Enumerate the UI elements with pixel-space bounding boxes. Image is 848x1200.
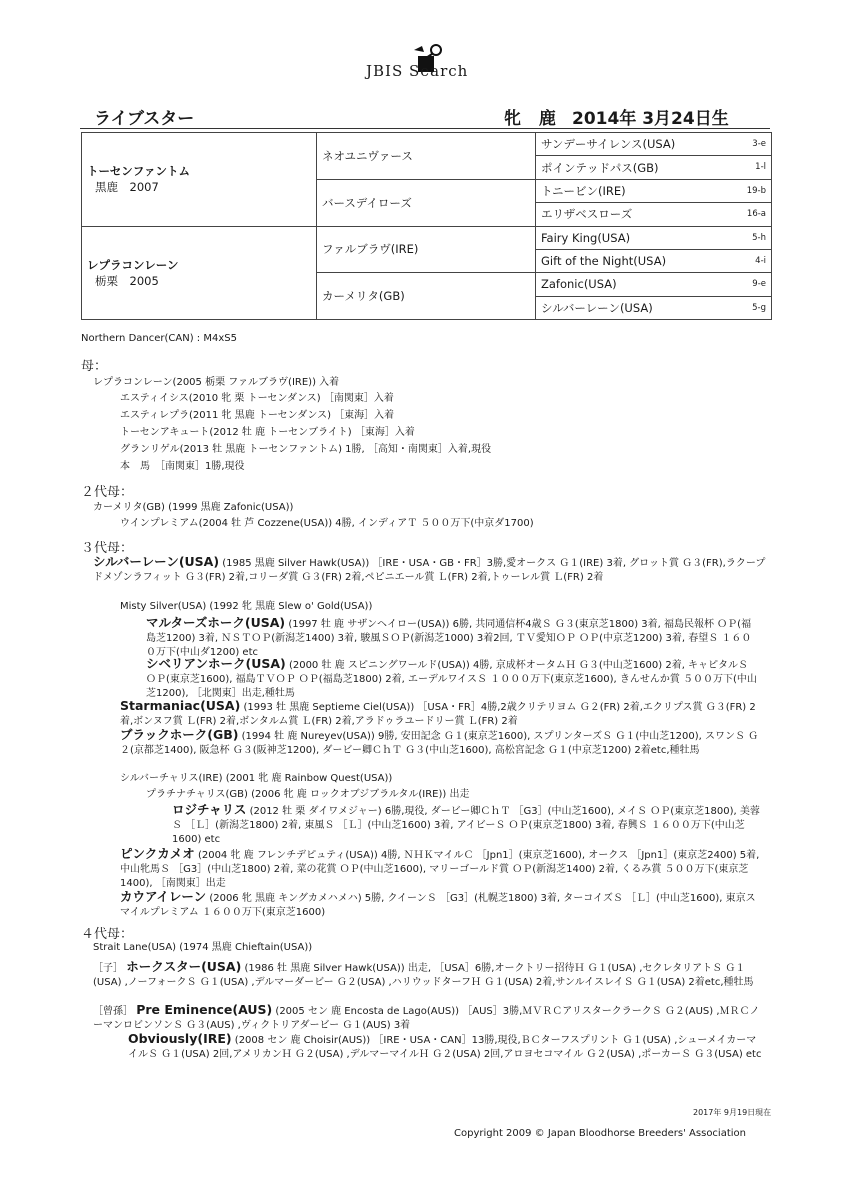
sire-dam-cell [317, 179, 536, 226]
g4-name: Gift of the Night(USA) [541, 254, 667, 269]
gen4-entry [93, 941, 312, 955]
entry-text: (2000 牡 鹿 スピニングワールド(USA)) 4勝, 京成杯オータムＨ Ｇ３(中山芝1600) 2着, キャピタルＳ ＯＰ(東京芝1600), 福島ＴＶＯＰ ＯＰ(福島芝1800) 2着, エーデルワイスＳ １０００万下(東京芝1600), きんせんか賞 ５００万下(中山芝1200), ［北関東］出走,種牡馬 [146, 660, 757, 699]
dam-line: トーセンアキュート(2012 牡 鹿 トーセンブライト) ［東海］入着 [120, 427, 415, 438]
g4-cell [536, 133, 772, 156]
dam-sire-cell [317, 226, 536, 273]
entry-name: Starmaniac(USA) [120, 698, 241, 713]
gen3-entry [120, 847, 760, 891]
entry-name: ホークスター(USA) [126, 959, 242, 974]
entry-text: (1986 牡 黒鹿 Silver Hawk(USA)) 出走, ［USA］6勝,オークトリー招待Ｈ Ｇ１(USA) ,セクレタリアトＳ Ｇ１(USA) ,ノーフォークＳ Ｇ１(USA) ,デルマーダービー Ｇ２(USA) ,ハリウッドターフＨ Ｇ１(USA) 2着,サンルイスレイＳ Ｇ１(USA) 2着etc,種牡馬 [93, 963, 754, 988]
entry-name: ピンクカメオ [120, 846, 195, 861]
footer-date: 2017年 9月19日現在 [693, 1108, 772, 1117]
gen3-entry [146, 788, 469, 802]
entry-text: (2004 牝 鹿 フレンチデピュティ(USA)) 4勝, ＮＨＫマイルＣ ［Jpn1］(東京芝1600), オークス ［Jpn1］(東京芝2400) 5着, 中山牝馬Ｓ ［G3］(中山芝1800) 2着, 菜の花賞 ＯＰ(中山芝1600), マリーゴールド賞 ＯＰ(新潟芝1400) 2着, くるみ賞 ５００万下(東京芝1400), ［南関東］出走 [120, 850, 760, 889]
family-number: 4-i [755, 255, 766, 266]
entry-name: カウアイレーン [120, 889, 207, 904]
entry-name: シベリアンホーク(USA) [146, 656, 286, 671]
g4-name: Zafonic(USA) [541, 277, 617, 292]
dam-line: レプラコンレーン(2005 栃栗 ファルブラヴ(IRE)) 入着 [93, 377, 340, 388]
gen3-entry [120, 890, 760, 920]
g4-cell [536, 179, 772, 202]
dam-name: レプラコンレーン [87, 257, 179, 272]
family-number: 5-h [752, 232, 766, 243]
entry-text: Misty Silver(USA) (1992 牝 黒鹿 Slew o' Gold(USA)) [120, 601, 373, 612]
dam-line: 本 馬 ［南関東］1勝,現役 [120, 461, 245, 472]
g4-name: トニービン(IRE) [541, 183, 626, 198]
dam-sire-name: ファルブラヴ(IRE) [322, 242, 419, 257]
entry-text: (2012 牡 栗 ダイワメジャー) 6勝,現役, ダービー卿ＣｈＴ ［G3］(中山芝1600), メイＳ ＯＰ(東京芝1800), 美蓉Ｓ ［Ｌ］(新潟芝1800) 2着, 東風Ｓ ［Ｌ］(中山芝1600) 3着, アイビーＳ ＯＰ(東京芝1800) 3着, 春興Ｓ １６００万下(中山芝1600) etc [172, 806, 760, 845]
gen3-entry [120, 728, 760, 758]
gen3-entry [93, 555, 773, 585]
relation-prefix: ［子］ [93, 963, 123, 974]
g4-name: ポインテッドパス(GB) [541, 160, 659, 175]
section-gen4-heading: ４代母： [81, 927, 134, 942]
gen4-entry [93, 1003, 763, 1033]
family-number: 1-l [755, 162, 766, 173]
entry-text: (1985 黒鹿 Silver Hawk(USA)) ［IRE・USA・GB・FR］3勝,愛オークス Ｇ１(IRE) 3着, グロット賞 Ｇ３(FR),ラクープドメゾンラフィット Ｇ３(FR) 2着,コリーダ賞 Ｇ３(FR) 2着,ペピニエール賞 Ｌ(FR) 2着,トゥーレル賞 Ｌ(FR) 2着 [93, 558, 766, 583]
logo-text: JBIS Search [366, 62, 469, 80]
entry-name: マルターズホーク(USA) [146, 615, 286, 630]
horse-title-row [86, 104, 766, 128]
gen3-entry [120, 772, 392, 786]
gen2-line: カーメリタ(GB) (1999 黒鹿 Zafonic(USA)) [93, 502, 294, 513]
horse-sex-color: 牝 鹿 [504, 109, 562, 129]
dam-sub: 栃栗 2005 [95, 273, 159, 288]
title-divider [80, 128, 770, 129]
section-gen2-heading: ２代母： [81, 485, 134, 500]
entry-text: (2008 セン 鹿 Choisir(AUS)) ［IRE・USA・CAN］13勝,現役,ＢＣターフスプリント Ｇ１(USA) ,シューメイカーマイルＳ Ｇ１(USA) 2回,アメリカンＨ Ｇ２(USA) ,デルマーマイルＨ Ｇ２(USA) 2回,アロヨセコマイル Ｇ２(USA) ,ポーカーＳ Ｇ３(USA) etc [128, 1035, 762, 1060]
sire-dam-name: バースデイローズ [322, 195, 412, 210]
family-number: 9-e [752, 279, 766, 290]
entry-text: (1993 牡 黒鹿 Septieme Ciel(USA)) ［USA・FR］4勝,2歳クリテリヨム Ｇ２(FR) 2着,エクリプス賞 Ｇ３(FR) 2着,ボンヌフ賞 Ｌ(FR) 2着,ボンタルム賞 Ｌ(FR) 2着,アラドゥラユードリー賞 Ｌ(FR) 2着 [120, 702, 756, 727]
sire-sire-name: ネオユニヴァース [322, 148, 413, 163]
gen3-entry [146, 616, 761, 660]
family-number: 5-g [752, 302, 766, 313]
gen4-entry [93, 960, 763, 990]
entry-name: Pre Eminence(AUS) [136, 1002, 273, 1017]
sire-cell [82, 133, 317, 227]
pedigree-table [81, 132, 772, 320]
footer-copyright: Copyright 2009 © Japan Bloodhorse Breeders' Association [454, 1128, 746, 1139]
g4-name: Fairy King(USA) [541, 230, 631, 245]
section-dam-heading: 母： [81, 359, 108, 374]
gen3-entry [120, 699, 760, 729]
dam-line: エスティレプラ(2011 牝 黒鹿 トーセンダンス) ［東海］入着 [120, 410, 395, 421]
entry-text: シルバーチャリス(IRE) (2001 牝 鹿 Rainbow Quest(USA)) [120, 773, 393, 784]
relation-prefix: ［曾孫］ [93, 1006, 133, 1017]
g4-name: サンデーサイレンス(USA) [541, 137, 676, 152]
section-gen3-heading: ３代母： [81, 541, 134, 556]
entry-name: ロジチャリス [172, 802, 247, 817]
sire-sub: 黒鹿 2007 [95, 180, 159, 195]
dam-dam-name: カーメリタ(GB) [322, 289, 405, 304]
g4-name: シルバーレーン(USA) [541, 300, 653, 315]
gen3-entry [172, 803, 762, 847]
entry-text: (2005 セン 鹿 Encosta de Lago(AUS)) ［AUS］3勝,ＭＶＲＣアリスタークラークＳ Ｇ２(AUS) ,ＭＲＣノーマンロビンソンＳ Ｇ３(AUS) ,ヴィクトリアダービー Ｇ１(AUS) 3着 [93, 1006, 760, 1031]
g4-cell [536, 296, 772, 319]
g4-cell [536, 273, 772, 296]
horse-birthdate: 2014年 3月24日生 [572, 109, 729, 129]
entry-text: Strait Lane(USA) (1974 黒鹿 Chieftain(USA)) [93, 942, 313, 953]
entry-text: プラチナチャリス(GB) (2006 牝 鹿 ロックオブジブラルタル(IRE)) 出走 [146, 789, 470, 800]
dam-line: エスティイシス(2010 牝 栗 トーセンダンス) ［南関東］入着 [120, 393, 394, 404]
dam-dam-cell [317, 273, 536, 320]
entry-text: (1997 牡 鹿 サザンヘイロー(USA)) 6勝, 共同通信杯4歳Ｓ Ｇ３(東京芝1800) 3着, 福島民報杯 ＯＰ(福島芝1200) 3着, ＮＳＴＯＰ(新潟芝1400) 3着, 駿風ＳＯＰ(新潟芝1000) 3着2回, ＴＶ愛知ＯＰ ＯＰ(中京芝1200) 3着, 春望Ｓ １６００万下(中山ダ1200) etc [146, 619, 752, 658]
dam-cell [82, 226, 317, 320]
g4-cell [536, 249, 772, 272]
entry-name: シルバーレーン(USA) [93, 554, 220, 569]
inbreeding-note: Northern Dancer(CAN) : M4xS5 [81, 333, 237, 344]
family-number: 16-a [746, 209, 766, 220]
gen4-entry [128, 1032, 763, 1062]
sire-sire-cell [317, 133, 536, 180]
sire-name: トーセンファントム [87, 164, 191, 179]
jbis-logo [366, 36, 496, 86]
g4-cell [536, 156, 772, 179]
gen3-entry [120, 600, 372, 614]
g4-name: エリザベスローズ [541, 207, 633, 222]
g4-cell [536, 203, 772, 226]
entry-name: Obviously(IRE) [128, 1031, 232, 1046]
dam-line: グランリゲル(2013 牡 黒鹿 トーセンファントム) 1勝, ［高知・南関東］入着,現役 [120, 444, 492, 455]
entry-name: ブラックホーク(GB) [120, 727, 239, 742]
family-number: 19-b [746, 185, 766, 196]
horse-name: ライブスター [94, 109, 195, 129]
gen3-entry [146, 657, 761, 701]
entry-text: (1994 牡 鹿 Nureyev(USA)) 9勝, 安田記念 Ｇ１(東京芝1600), スプリンターズＳ Ｇ１(中山芝1200), スワンＳ Ｇ２(京都芝1400), 阪急杯 Ｇ３(阪神芝1200), ダービー卿ＣｈＴ Ｇ３(中山芝1600), 高松宮記念 Ｇ１(中京芝1200) 2着etc,種牡馬 [120, 731, 759, 756]
family-number: 3-e [752, 139, 766, 149]
g4-cell [536, 226, 772, 249]
gen2-line: ウインプレミアム(2004 牡 芦 Cozzene(USA)) 4勝, インディアＴ ５００万下(中京ダ1700) [120, 518, 534, 529]
entry-text: (2006 牝 黒鹿 キングカメハメハ) 5勝, クイーンＳ ［G3］(札幌芝1800) 3着, ターコイズＳ ［Ｌ］(中山芝1600), 東京スマイルプレミアム １６００万下(東京芝1600) [120, 893, 756, 918]
